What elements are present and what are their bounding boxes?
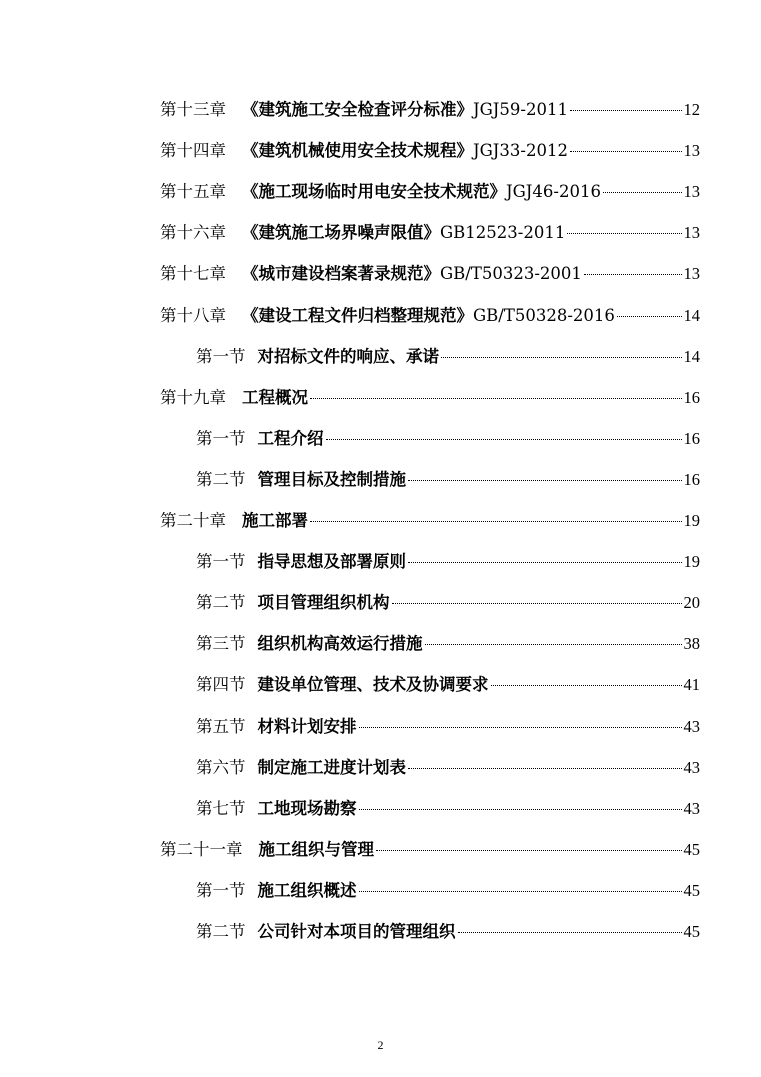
toc-entry[interactable] (160, 507, 700, 535)
toc-title: 工程概况 (242, 387, 308, 407)
toc-dot-leader (408, 562, 682, 563)
toc-entry[interactable] (160, 178, 700, 206)
toc-standard-code: JGJ33-2012 (473, 141, 568, 161)
toc-entry[interactable] (160, 260, 700, 288)
toc-label: 第一节 (196, 428, 246, 448)
toc-label: 第十五章 (160, 182, 226, 202)
toc-label: 第十八章 (160, 305, 226, 325)
toc-page-number: 45 (683, 880, 700, 900)
toc-label: 第二节 (196, 593, 246, 613)
toc-entry[interactable] (196, 671, 700, 699)
toc-dot-leader (310, 521, 682, 522)
toc-dot-leader (359, 809, 682, 810)
toc-label: 第一节 (196, 552, 246, 572)
toc-dot-leader (584, 274, 682, 275)
toc-dot-leader (408, 768, 682, 769)
toc-entry[interactable] (196, 589, 700, 617)
toc-label: 第一节 (196, 880, 246, 900)
toc-page-number: 14 (683, 305, 700, 325)
toc-page-number: 16 (683, 428, 700, 448)
toc-dot-leader (617, 316, 682, 317)
toc-title: 施工部署 (242, 511, 308, 530)
toc-entry[interactable] (196, 425, 700, 453)
toc-page-number: 20 (683, 593, 700, 613)
toc-entry[interactable] (196, 548, 700, 576)
toc-page-number: 19 (683, 552, 700, 572)
toc-dot-leader (310, 398, 682, 399)
toc-title: 制定施工进度计划表 (257, 757, 406, 777)
toc-page-number: 13 (683, 141, 700, 161)
toc-label: 第五节 (196, 716, 246, 736)
toc-page-number: 43 (683, 716, 700, 736)
toc-entry[interactable] (196, 877, 700, 905)
toc-entry[interactable] (160, 302, 700, 330)
toc-dot-leader (326, 439, 682, 440)
toc-entry[interactable] (196, 918, 700, 946)
toc-entry[interactable] (196, 795, 700, 823)
page-number: 2 (377, 1038, 384, 1052)
toc-page-number: 45 (683, 922, 700, 941)
toc-dot-leader (491, 685, 682, 686)
toc-title: 施工组织概述 (257, 880, 357, 900)
toc-page-number: 38 (683, 634, 700, 654)
toc-page-number: 16 (683, 387, 700, 407)
toc-label: 第二节 (196, 469, 246, 489)
toc-dot-leader (376, 850, 682, 851)
toc-title: 工程介绍 (257, 428, 324, 448)
toc-title: 指导思想及部署原则 (257, 552, 406, 572)
toc-dot-leader (441, 357, 682, 358)
toc-title: 《建筑施工场界噪声限值》 (242, 223, 440, 243)
toc-dot-leader (359, 891, 682, 892)
toc-label: 第十四章 (160, 141, 226, 161)
toc-dot-leader (425, 644, 682, 645)
toc-dot-leader (359, 727, 682, 728)
toc-entry[interactable] (160, 137, 700, 165)
toc-entry[interactable] (196, 343, 700, 371)
toc-page-number: 19 (683, 511, 700, 530)
toc-label: 第十六章 (160, 223, 226, 243)
toc-label: 第四节 (196, 675, 246, 695)
toc-title: 《施工现场临时用电安全技术规范》 (242, 182, 506, 202)
toc-page-number: 41 (683, 675, 700, 695)
toc-page-number: 13 (683, 223, 700, 243)
toc-entry[interactable] (196, 754, 700, 782)
toc-label: 第二节 (196, 922, 246, 941)
toc-standard-code: JGJ59-2011 (473, 100, 568, 119)
toc-dot-leader (392, 603, 682, 604)
toc-label: 第三节 (196, 634, 246, 654)
toc-label: 第六节 (196, 757, 246, 777)
toc-dot-leader (570, 110, 682, 111)
toc-page-number: 43 (683, 798, 700, 818)
toc-label: 第十七章 (160, 264, 226, 284)
toc-page-number: 14 (683, 346, 700, 366)
toc-dot-leader (570, 151, 682, 152)
toc-title: 《建筑机械使用安全技术规程》 (242, 141, 473, 161)
toc-title: 组织机构高效运行措施 (257, 634, 423, 654)
toc-dot-leader (458, 932, 682, 933)
toc-label: 第二十一章 (160, 839, 243, 859)
toc-entry[interactable] (196, 630, 700, 658)
toc-entry[interactable] (160, 384, 700, 412)
toc-title: 《建筑施工安全检查评分标准》 (242, 100, 473, 119)
toc-dot-leader (567, 233, 681, 234)
toc-title: 项目管理组织机构 (257, 593, 390, 613)
toc-standard-code: GB12523-2011 (440, 223, 566, 243)
toc-dot-leader (603, 192, 682, 193)
toc-title: 工地现场勘察 (257, 798, 357, 818)
toc-entry[interactable] (196, 713, 700, 741)
toc-title: 建设单位管理、技术及协调要求 (257, 675, 489, 695)
toc-standard-code: GB/T50323-2001 (440, 264, 582, 284)
toc-label: 第十三章 (160, 100, 226, 119)
toc-label: 第十九章 (160, 387, 226, 407)
toc-entry[interactable] (196, 466, 700, 494)
toc-page-number: 13 (683, 182, 700, 202)
toc-title: 对招标文件的响应、承诺 (257, 346, 439, 366)
toc-entry[interactable] (160, 836, 700, 864)
toc-label: 第二十章 (160, 511, 226, 530)
toc-label: 第一节 (196, 346, 246, 366)
toc-entry[interactable] (160, 96, 700, 124)
toc-page-number: 16 (683, 469, 700, 489)
toc-title: 《城市建设档案著录规范》 (242, 264, 440, 284)
toc-title: 施工组织与管理 (258, 839, 374, 859)
toc-label: 第七节 (196, 798, 246, 818)
toc-page-number: 13 (683, 264, 700, 284)
toc-page-number: 45 (683, 839, 700, 859)
toc-standard-code: JGJ46-2016 (506, 182, 601, 202)
toc-entry[interactable] (160, 219, 700, 247)
toc-standard-code: GB/T50328-2016 (473, 305, 615, 325)
toc-title: 管理目标及控制措施 (257, 469, 406, 489)
toc-page-number: 12 (683, 100, 700, 119)
toc-title: 公司针对本项目的管理组织 (257, 922, 456, 941)
toc-title: 材料计划安排 (257, 716, 357, 736)
toc-page-number: 43 (683, 757, 700, 777)
toc-title: 《建设工程文件归档整理规范》 (242, 305, 473, 325)
toc-dot-leader (408, 480, 682, 481)
